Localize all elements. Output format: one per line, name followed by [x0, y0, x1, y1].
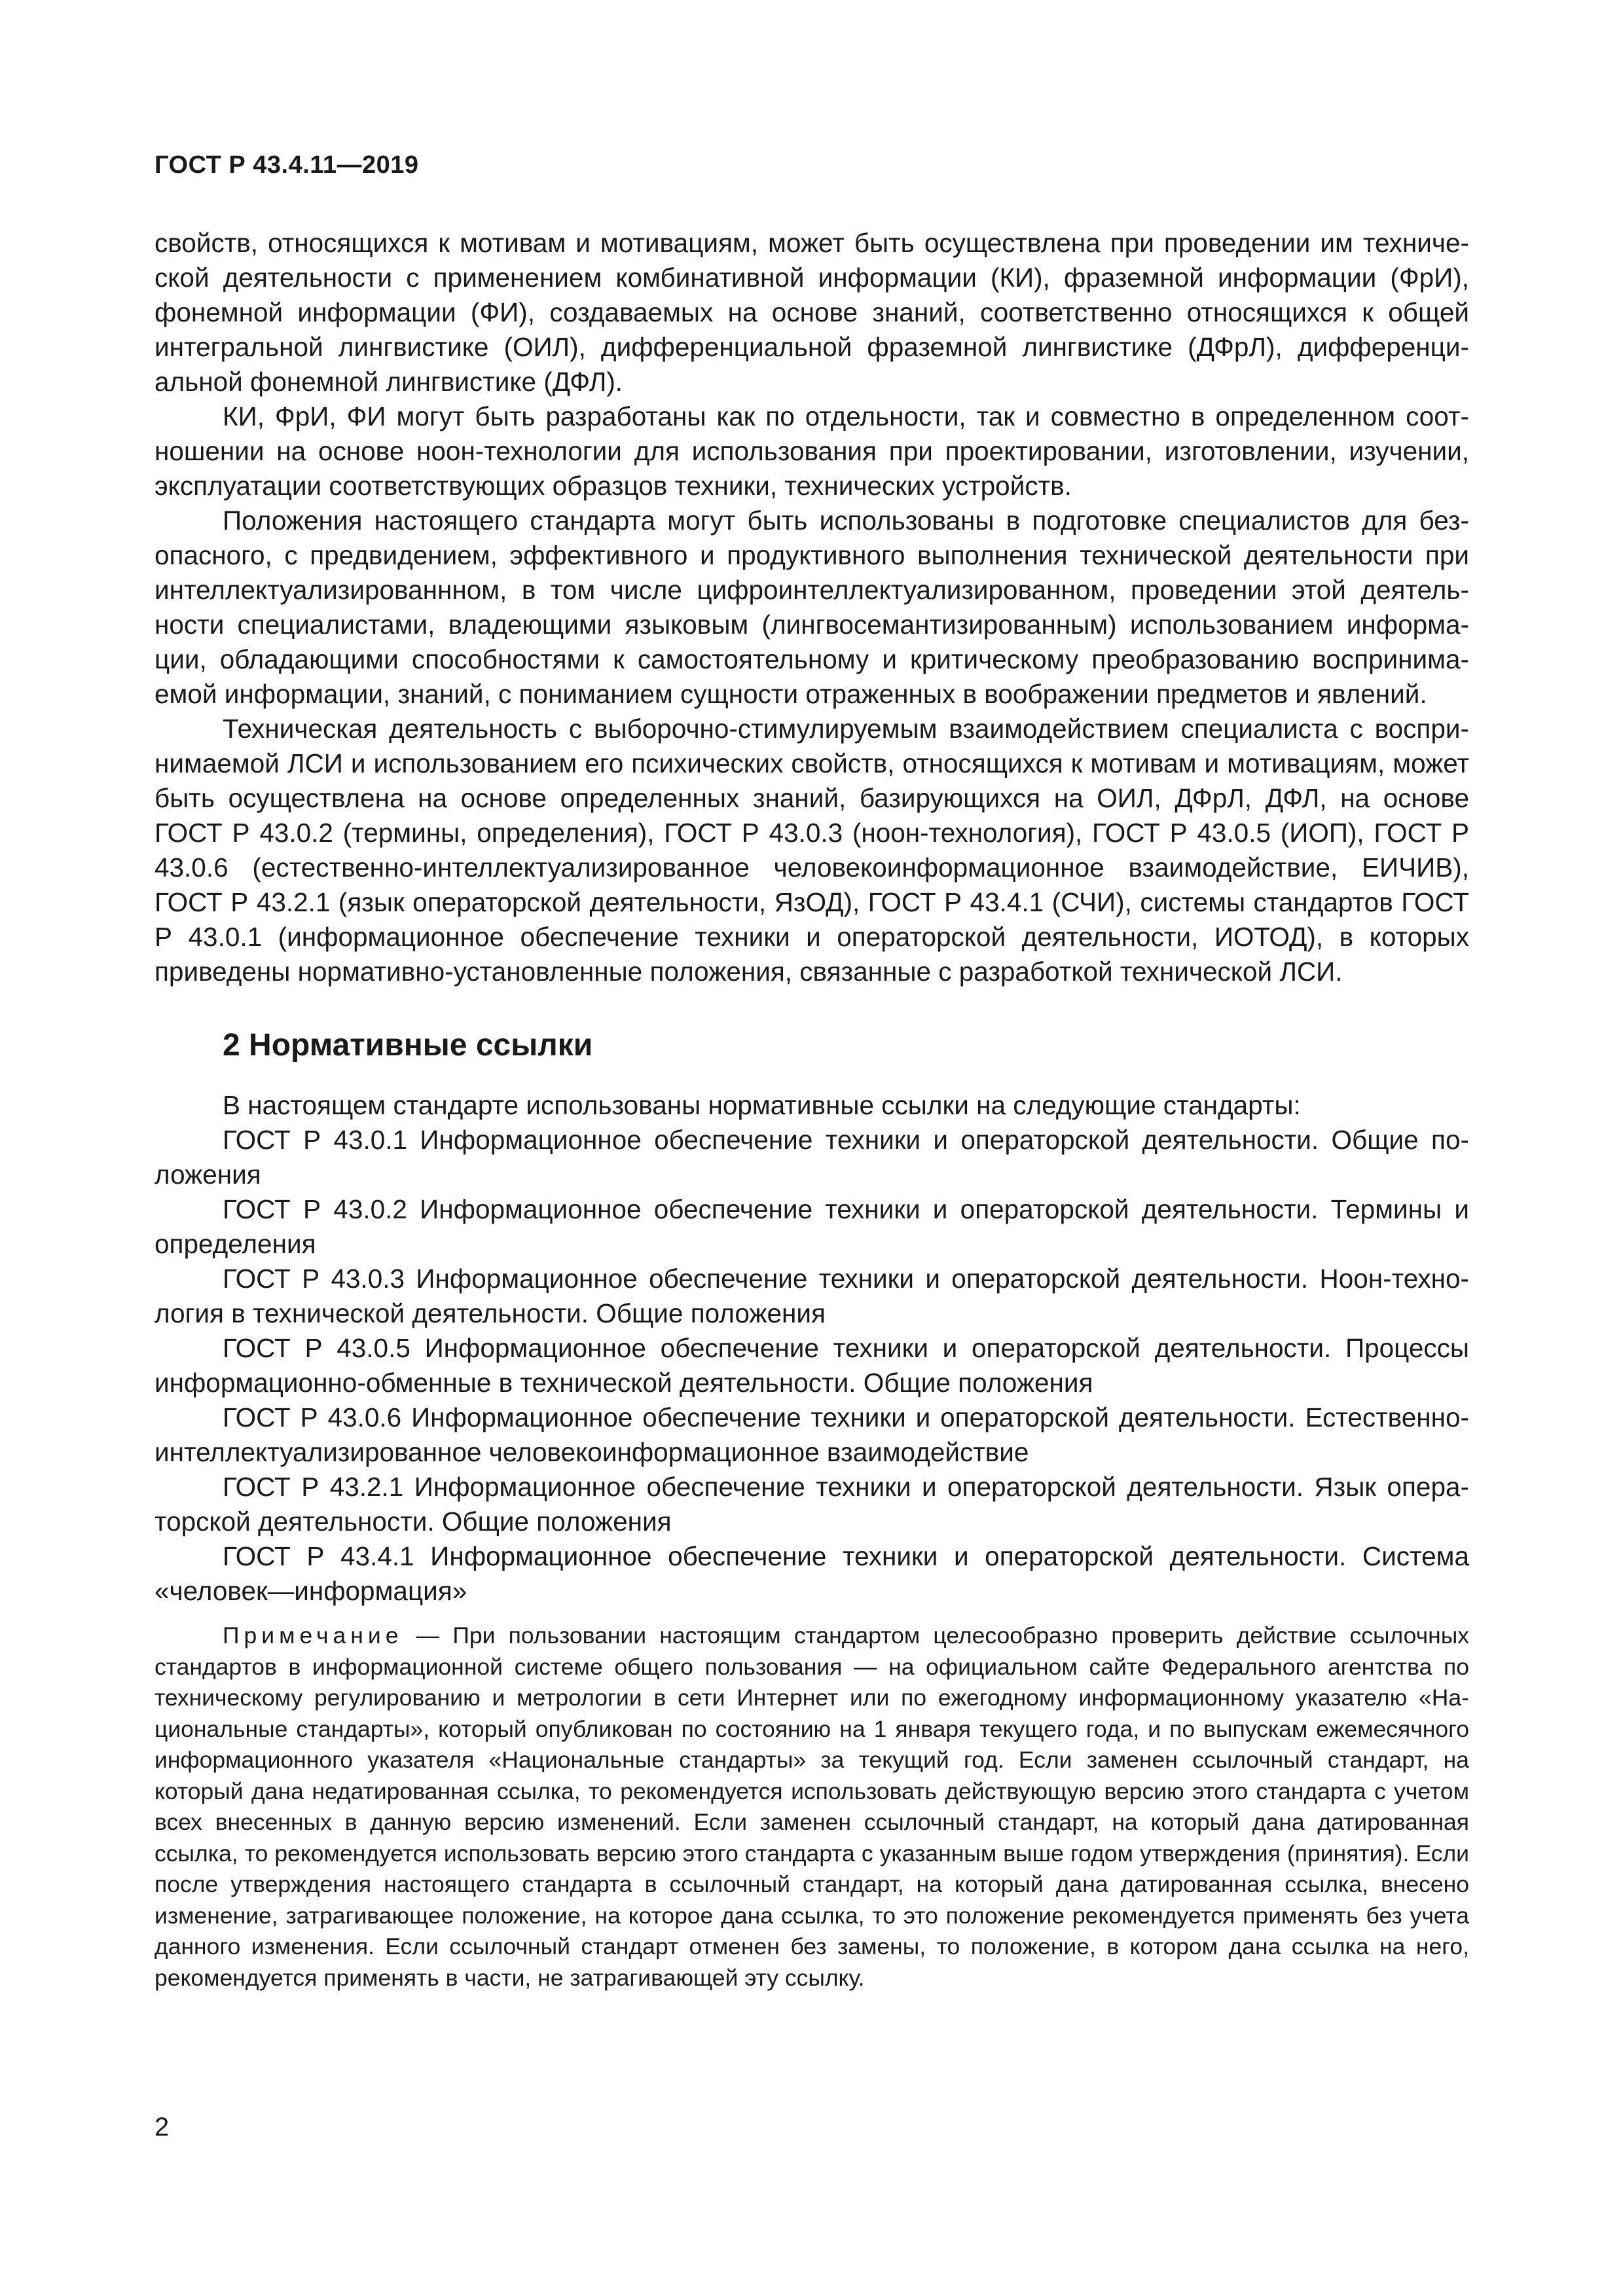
intro-paragraph-2: КИ, ФрИ, ФИ могут быть разработаны как по отдельности, так и совместно в определенном соотношении на основе ноон-технологии для использования при проектировании, изготовлении, изучении, эксплуатации соответствующих образцов техники, технических устройств.	[155, 401, 1469, 501]
reference-item: ГОСТ Р 43.2.1 Информационное обеспечение техники и операторской деятельности. Язык операторской деятельности. Общие положения	[155, 1472, 1469, 1537]
reference-item: ГОСТ Р 43.4.1 Информационное обеспечение техники и операторской деятельности. Система «человек—информация»	[155, 1541, 1469, 1606]
reference-item: ГОСТ Р 43.0.3 Информационное обеспечение техники и операторской деятельности. Ноон-технология в технической деятельности. Общие положения	[155, 1264, 1469, 1328]
intro-paragraph-1: свойств, относящихся к мотивам и мотивациям, может быть осуществлена при проведении им технической деятельности с применением комбинативной информации (КИ), фраземной информации (ФрИ), фонемной информации (ФИ), создаваемых на основе знаний, соответственно относящихся к общей интегральной лингвистике (ОИЛ), дифференциальной фраземной лингвистике (ДФрЛ), дифференциальной фонемной лингвистике (ДФЛ).	[155, 228, 1469, 397]
page-number: 2	[155, 2113, 170, 2141]
note-label: Примечание	[223, 1622, 403, 1649]
note-text: — При пользовании настоящим стандартом целесообразно проверить действие ссылочных стандартов в информационной системе общего пользования — на официальном сайте Федерального агентства по техническому регулированию и метрологии в сети Интернет или по ежегодному информационному указателю «Национальные стандарты», который опубликован по состоянию на 1 января текущего года, и по выпускам ежемесячного информационного указателя «Национальные стандарты» за текущий год. Если заменен ссылочный стандарт, на который дана недатированная ссылка, то рекомендуется использовать действующую версию этого стандарта с учетом всех внесенных в данную версию изменений. Если заменен ссылочный стандарт, на который дана датированная ссылка, то рекомендуется использовать версию этого стандарта с указанным выше годом утверждения (принятия). Если после утверждения настоящего стандарта в ссылочный стандарт, на который дана датированная ссылка, внесено изменение, затрагивающее положение, на которое дана ссылка, то это положение рекомендуется применять без учета данного изменения. Если ссылочный стандарт отменен без замены, то положение, в котором дана ссылка на него, рекомендуется применять в части, не затрагивающей эту ссылку.	[155, 1622, 1469, 1991]
document-body	[155, 226, 1469, 1994]
section-title-normative-references: 2 Нормативные ссылки	[223, 1028, 593, 1063]
normative-references	[155, 1088, 1469, 1609]
intro-paragraph-4: Техническая деятельность с выборочно-стимулируемым взаимодействием специалиста с воспринимаемой ЛСИ и использованием его психических свойств, относящихся к мотивам и мотивациям, может быть осуществлена на основе определенных знаний, базирующихся на ОИЛ, ДФрЛ, ДФЛ, на основе ГОСТ Р 43.0.2 (термины, определения), ГОСТ Р 43.0.3 (ноон-технология), ГОСТ Р 43.0.5 (ИОП), ГОСТ Р 43.0.6 (естественно-интеллектуализированное человекоинформационное взаимодействие, ЕИЧИВ), ГОСТ Р 43.2.1 (язык операторской деятельности, ЯзОД), ГОСТ Р 43.4.1 (СЧИ), системы стандартов ГОСТ Р 43.0.1 (информационное обеспечение техники и операторской деятельности, ИОТОД), в которых приведены нормативно-установленные положения, связанные с разработкой технической ЛСИ.	[155, 714, 1469, 987]
note-block	[155, 1620, 1469, 1994]
intro-paragraph-3: Положения настоящего стандарта могут быть использованы в подготовке специалистов для безопасного, с предвидением, эффективного и продуктивного выполнения технической деятельности при интеллектуализированнном, в том числе цифроинтеллектуализированном, проведении этой деятельности специалистами, владеющими языковым (лингвосемантизированным) использованием информации, обладающими способностями к самостоятельному и критическому преобразованию воспринимаемой информации, знаний, с пониманием сущности отраженных в воображении предметов и явлений.	[155, 505, 1469, 709]
document-header: ГОСТ Р 43.4.11—2019	[155, 151, 419, 179]
references-intro: В настоящем стандарте использованы нормативные ссылки на следующие стандарты:	[223, 1090, 1301, 1120]
reference-item: ГОСТ Р 43.0.6 Информационное обеспечение техники и операторской деятельности. Естественно-интеллектуализированное человекоинформационное взаимодействие	[155, 1402, 1469, 1467]
reference-item: ГОСТ Р 43.0.1 Информационное обеспечение техники и операторской деятельности. Общие положения	[155, 1125, 1469, 1190]
reference-item: ГОСТ Р 43.0.2 Информационное обеспечение техники и операторской деятельности. Термины и определения	[155, 1194, 1469, 1259]
reference-item: ГОСТ Р 43.0.5 Информационное обеспечение техники и операторской деятельности. Процессы информационно-обменные в технической деятельности. Общие положения	[155, 1333, 1469, 1398]
